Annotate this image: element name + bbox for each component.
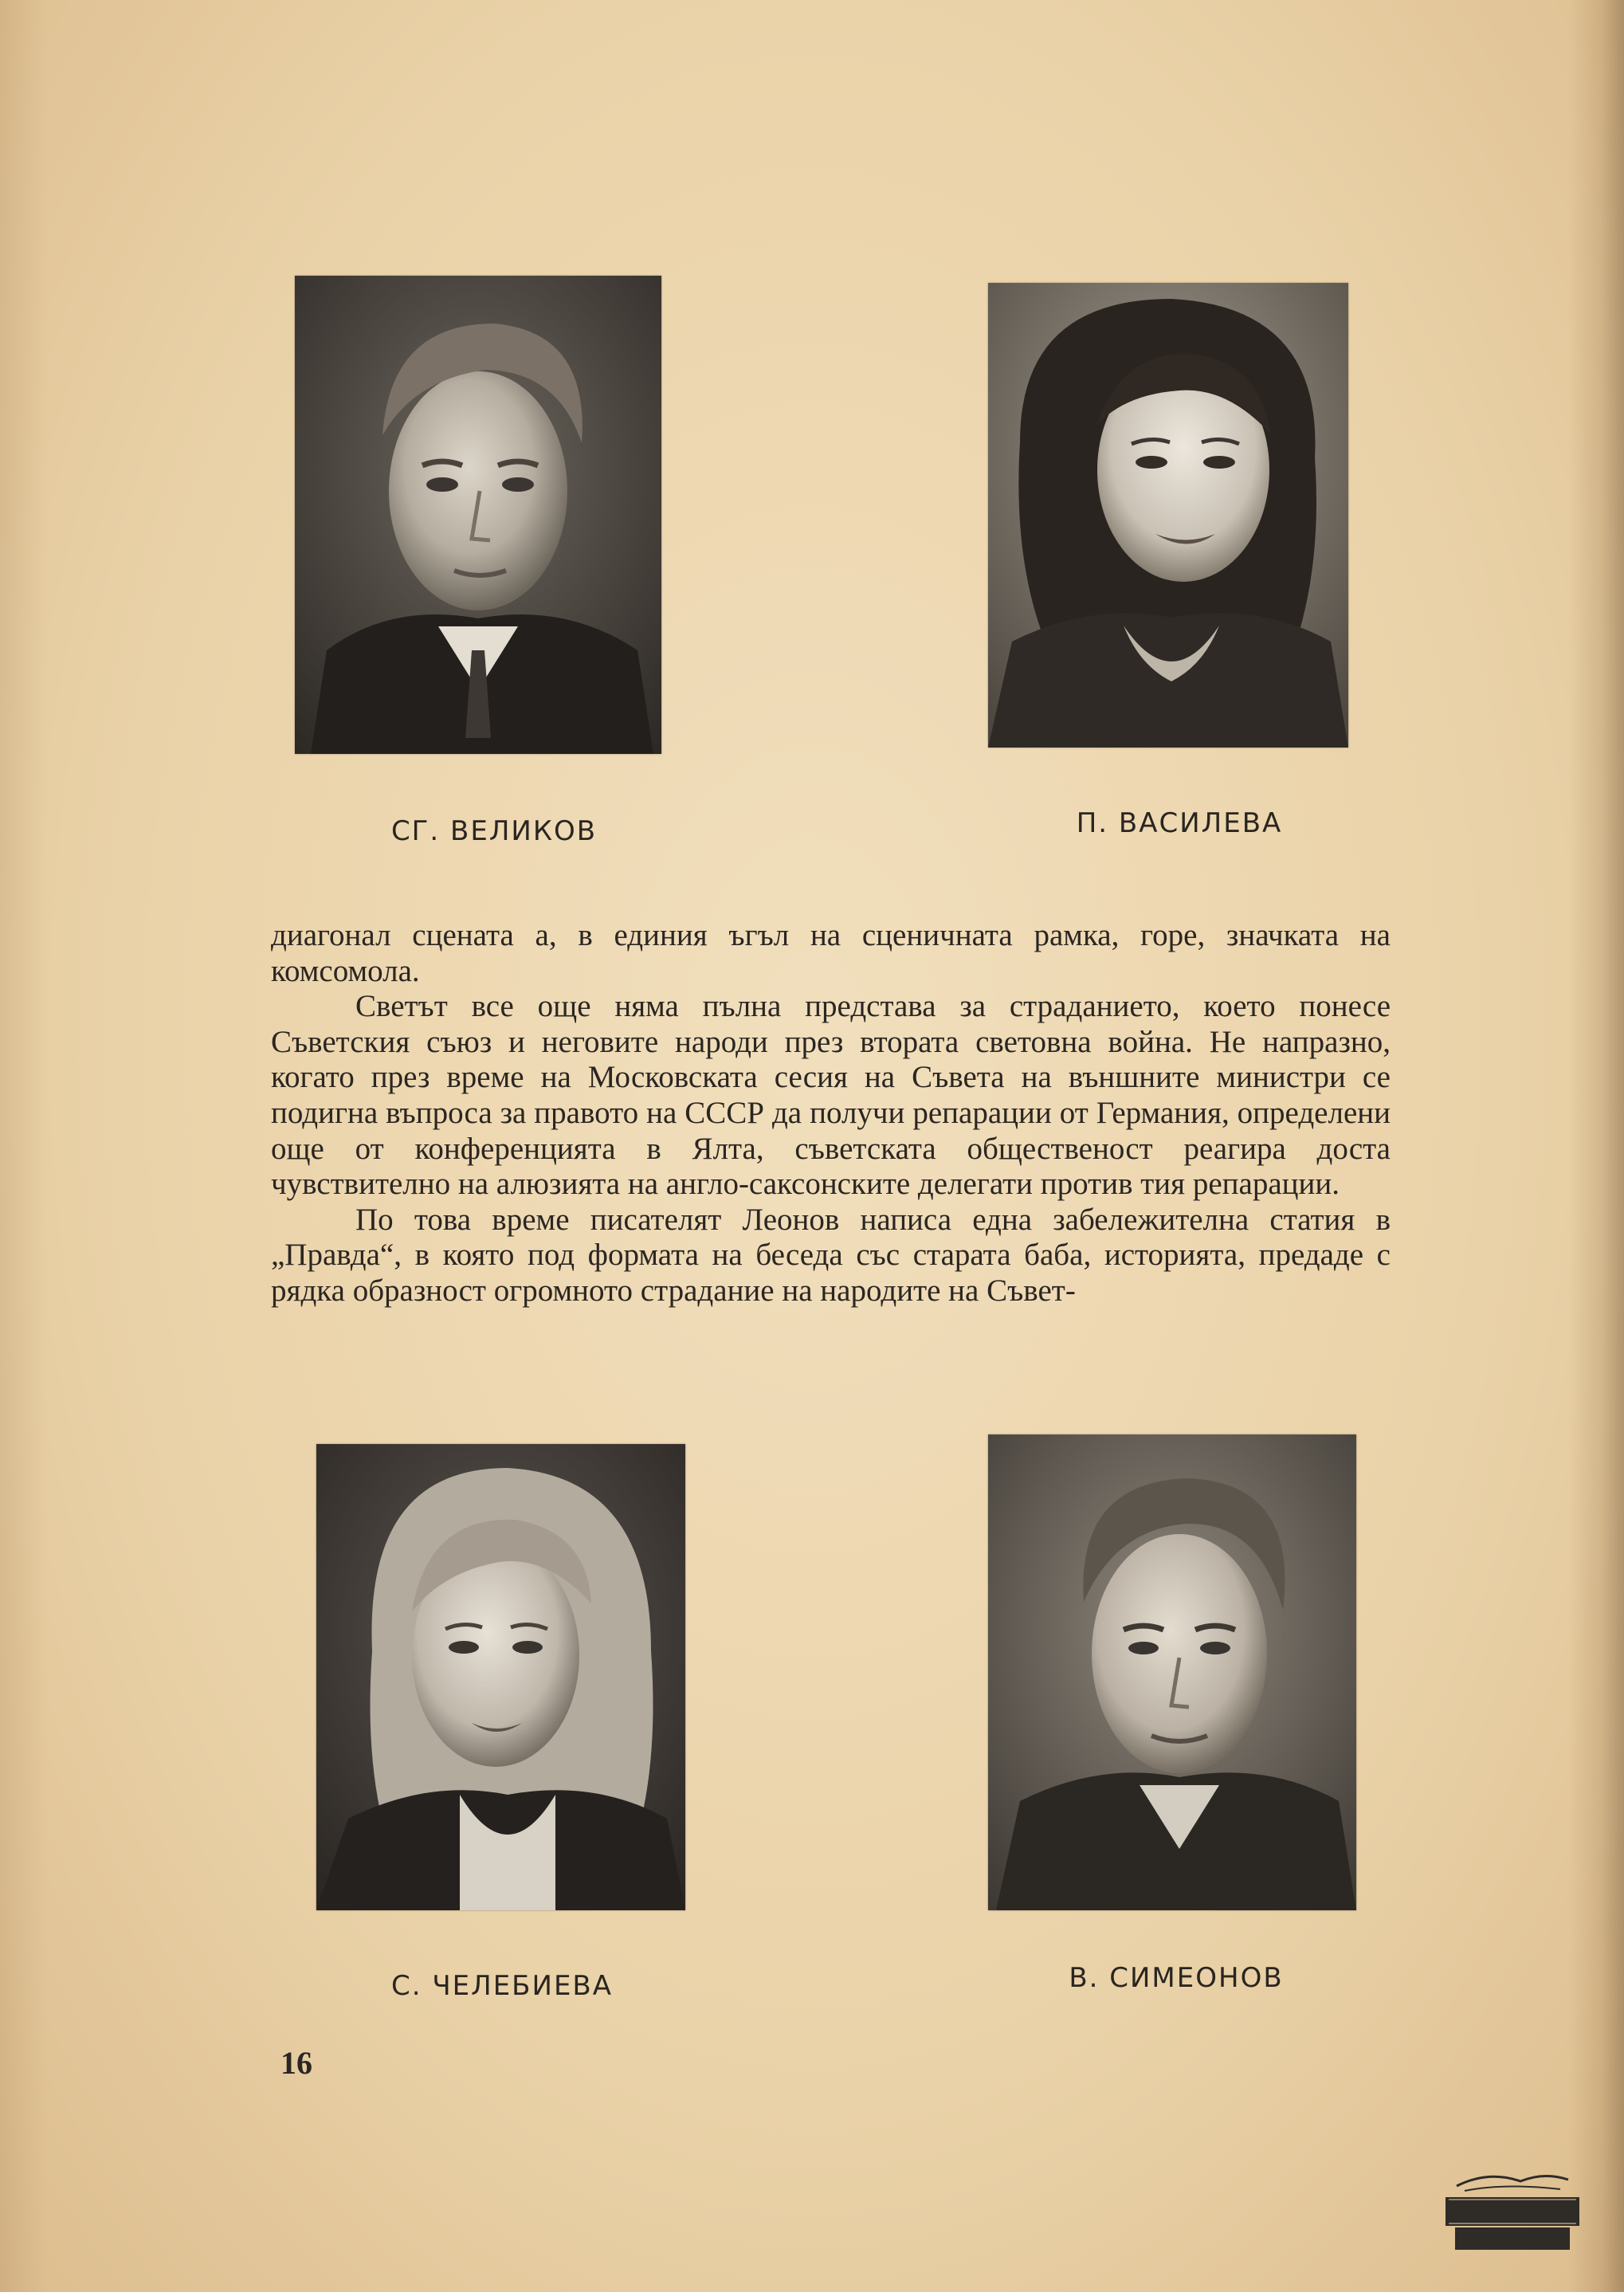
page-shadow-left [0,0,48,2292]
portrait-caption-chelebieva: С. ЧЕЛЕБИЕВА [390,1970,614,2002]
portrait-photo-vasileva [988,283,1348,748]
article-body [271,918,1391,1309]
portrait-image [988,283,1348,748]
theatre-stamp-logo [1441,2164,1584,2251]
article-paragraph: По това време писателят Леонов написа една забележителна статия в „Правда“, в която под формата на беседа със старата баба, историята, предаде с рядка образност огромното страдание на народите на Съвет- [271,1202,1391,1308]
portrait-photo-chelebieva [316,1444,685,1910]
portrait-photo-velikov [295,276,661,754]
article-paragraph: диагонал сцената а, в единия ъгъл на сценичната рамка, горе, значката на комсомола. [271,918,1391,988]
portrait-photo-simeonov [988,1434,1356,1910]
page-number: 16 [280,2045,312,2081]
portrait-image [988,1434,1356,1910]
page-shadow-right [1568,0,1624,2292]
portrait-image [295,276,661,754]
portrait-caption-vasileva: П. ВАСИЛЕВА [1076,807,1283,839]
stamp-icon [1441,2164,1584,2251]
portrait-caption-simeonov: В. СИМЕОНОВ [1069,1962,1284,1994]
portrait-image [316,1444,685,1910]
article-paragraph: Светът все още няма пълна представа за страданието, което понесе Съветския съюз и неговите народи през втората световна война. Не напразно, когато през време на Московската сесия на Съвета на външните министри се подигна въпроса за правото на СССР да получи репарации от Германия, определени още от конференцията в Ялта, съветската общественост реагира доста чувствително на алюзията на англо-саксонските делегати против тия репарации. [271,989,1391,1202]
portrait-caption-velikov: СГ. ВЕЛИКОВ [390,815,598,847]
